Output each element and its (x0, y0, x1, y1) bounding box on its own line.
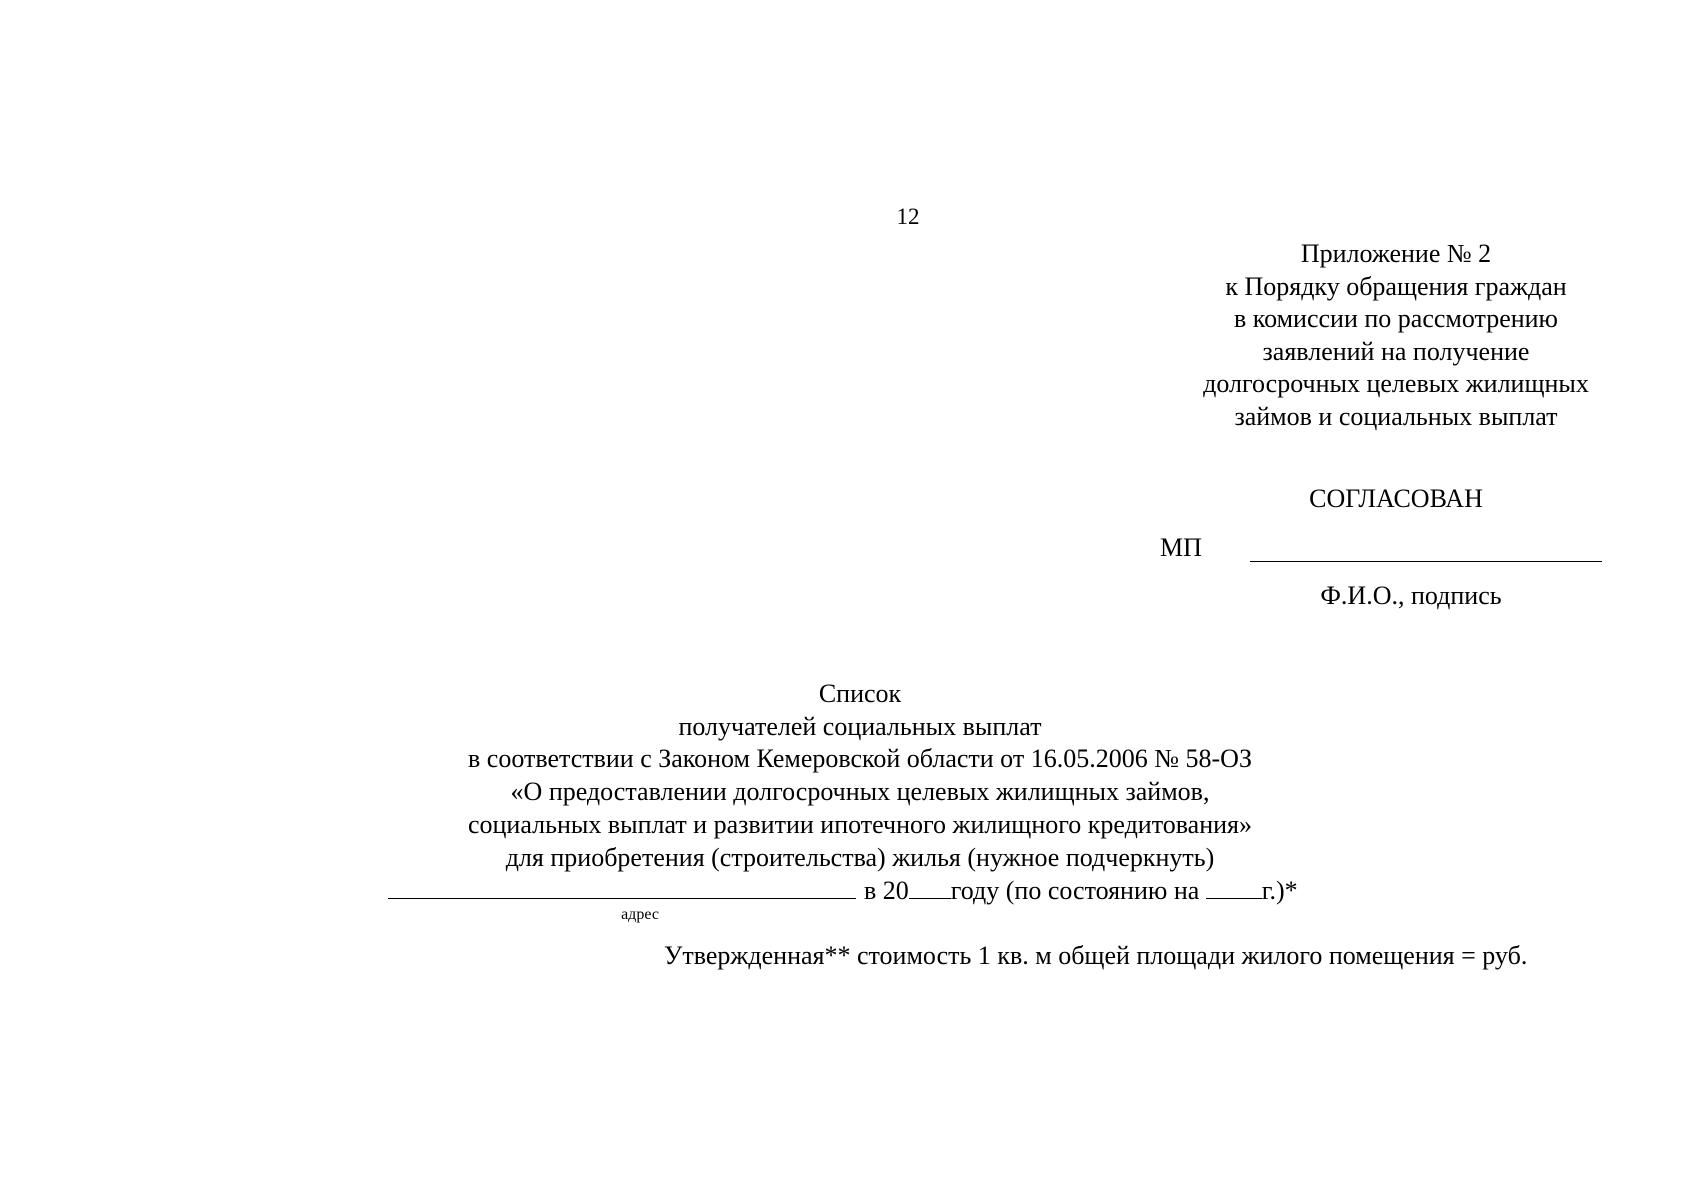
address-caption: адрес (621, 906, 659, 923)
appendix-header (1166, 238, 1626, 434)
list-title-line: Список (818, 679, 902, 708)
appendix-line: займов и социальных выплат (1234, 401, 1558, 431)
signature-caption: Ф.И.О., подпись (1320, 581, 1502, 610)
cost-line: Утвержденная** стоимость 1 кв. м общей площади жилого помещения = руб. (664, 941, 1528, 970)
list-title-line: «О предоставлении долгосрочных целевых жилищных займов, (510, 777, 1210, 807)
appendix-line: Приложение № 2 (1300, 239, 1492, 268)
page-number: 12 (896, 204, 920, 229)
appendix-line: к Порядку обращения граждан (1225, 271, 1567, 301)
appendix-line: заявлений на получение (1262, 336, 1530, 366)
address-row (388, 875, 1298, 907)
stamp-label: МП (1160, 533, 1202, 562)
signature-line (1250, 561, 1602, 562)
address-blank-line (388, 897, 856, 899)
year-blank-line (909, 897, 951, 899)
appendix-line: долгосрочных целевых жилищных (1203, 369, 1589, 399)
approval-title: СОГЛАСОВАН (1309, 484, 1483, 513)
list-title-line: для приобретения (строительства) жилья (нужное подчеркнуть) (505, 842, 1215, 872)
year-suffix: году (по состоянию на (950, 876, 1206, 905)
list-title (360, 678, 1360, 874)
row-end: г.)* (1261, 876, 1298, 905)
year-prefix: в 20 (864, 876, 909, 905)
date-blank-line (1206, 897, 1262, 899)
list-title-line: в соответствии с Законом Кемеровской области от 16.05.2006 № 58-ОЗ (468, 744, 1252, 774)
list-title-line: социальных выплат и развитии ипотечного жилищного кредитования» (467, 809, 1253, 839)
appendix-line: в комиссии по рассмотрению (1234, 304, 1558, 334)
list-title-line: получателей социальных выплат (678, 711, 1042, 741)
